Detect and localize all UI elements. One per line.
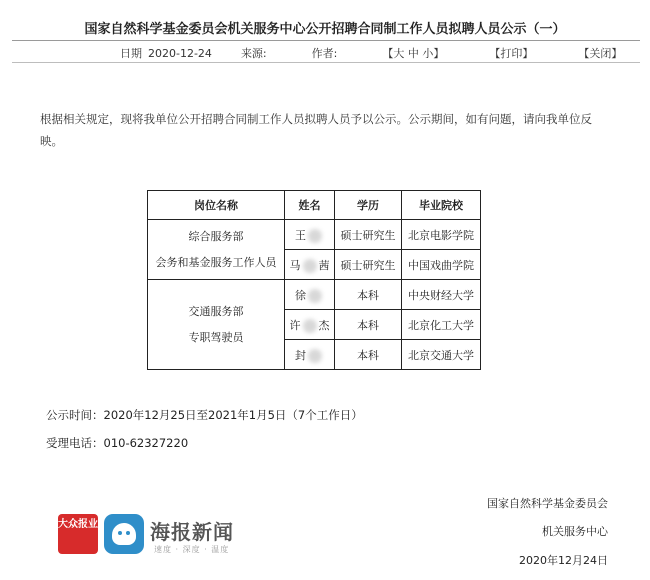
post-dept: 交通服务部 — [188, 304, 244, 318]
brand-tagline: 速度 · 深度 · 温度 — [154, 545, 230, 554]
school-cell: 北京化工大学 — [402, 310, 481, 340]
name-cell: 徐 — [285, 280, 335, 310]
school-cell: 北京交通大学 — [402, 340, 481, 370]
degree-cell: 硕士研究生 — [335, 250, 402, 280]
candidates-table — [147, 190, 481, 370]
school-cell: 中国戏曲学院 — [402, 250, 481, 280]
redaction-blur — [308, 229, 322, 243]
post-dept: 综合服务部 — [188, 229, 244, 243]
haibao-logo-icon — [104, 514, 144, 554]
school-cell: 北京电影学院 — [402, 220, 481, 250]
print-link[interactable]: 【打印】 — [489, 47, 534, 60]
table-row — [148, 280, 481, 310]
post-cell-group2 — [148, 280, 285, 370]
author-label: 作者: — [311, 47, 338, 60]
name-cell: 马 茜 — [285, 250, 335, 280]
degree-cell: 本科 — [335, 310, 402, 340]
header-name: 姓名 — [285, 191, 335, 220]
article-meta — [120, 45, 628, 61]
redaction-blur — [303, 319, 317, 333]
page-title: 国家自然科学基金委员会机关服务中心公开招聘合同制工作人员拟聘人员公示（一） — [84, 22, 566, 37]
degree-cell: 本科 — [335, 280, 402, 310]
divider-top — [12, 40, 640, 41]
degree-cell: 硕士研究生 — [335, 220, 402, 250]
post-title: 专职驾驶员 — [188, 330, 244, 344]
redaction-blur — [303, 259, 317, 273]
name-cell: 王 — [285, 220, 335, 250]
signature-dept: 机关服务中心 — [542, 525, 608, 538]
dazhong-logo-icon: 大众报业 — [58, 514, 98, 554]
notice-period: 公示时间：2020年12月25日至2021年1月5日（7个工作日） — [46, 408, 363, 422]
redaction-blur — [308, 349, 322, 363]
intro-paragraph: 根据相关规定，现将我单位公开招聘合同制工作人员拟聘人员予以公示。公示期间，如有问题，请向我单位反映。 — [40, 112, 592, 148]
close-link[interactable]: 【关闭】 — [578, 47, 623, 60]
redaction-blur — [308, 289, 322, 303]
school-cell: 中央财经大学 — [402, 280, 481, 310]
date-label: 日期 — [120, 47, 142, 60]
notice-phone: 受理电话：010-62327220 — [46, 436, 189, 450]
post-title: 会务和基金服务工作人员 — [155, 255, 277, 269]
table-header-row — [148, 191, 481, 220]
brand-name: 海报新闻 — [150, 520, 234, 544]
signature-org: 国家自然科学基金委员会 — [487, 497, 608, 510]
font-size-links[interactable]: 【大 中 小】 — [382, 47, 445, 60]
post-cell-group1 — [148, 220, 285, 280]
signature-date: 2020年12月24日 — [519, 554, 608, 567]
header-post: 岗位名称 — [148, 191, 285, 220]
date-value: 2020-12-24 — [148, 47, 212, 60]
degree-cell: 本科 — [335, 340, 402, 370]
watermark-logo — [58, 514, 258, 560]
source-label: 来源: — [240, 47, 267, 60]
header-school: 毕业院校 — [402, 191, 481, 220]
header-degree: 学历 — [335, 191, 402, 220]
name-cell: 封 — [285, 340, 335, 370]
name-cell: 许 杰 — [285, 310, 335, 340]
table-row — [148, 220, 481, 250]
divider-bottom — [12, 62, 640, 63]
